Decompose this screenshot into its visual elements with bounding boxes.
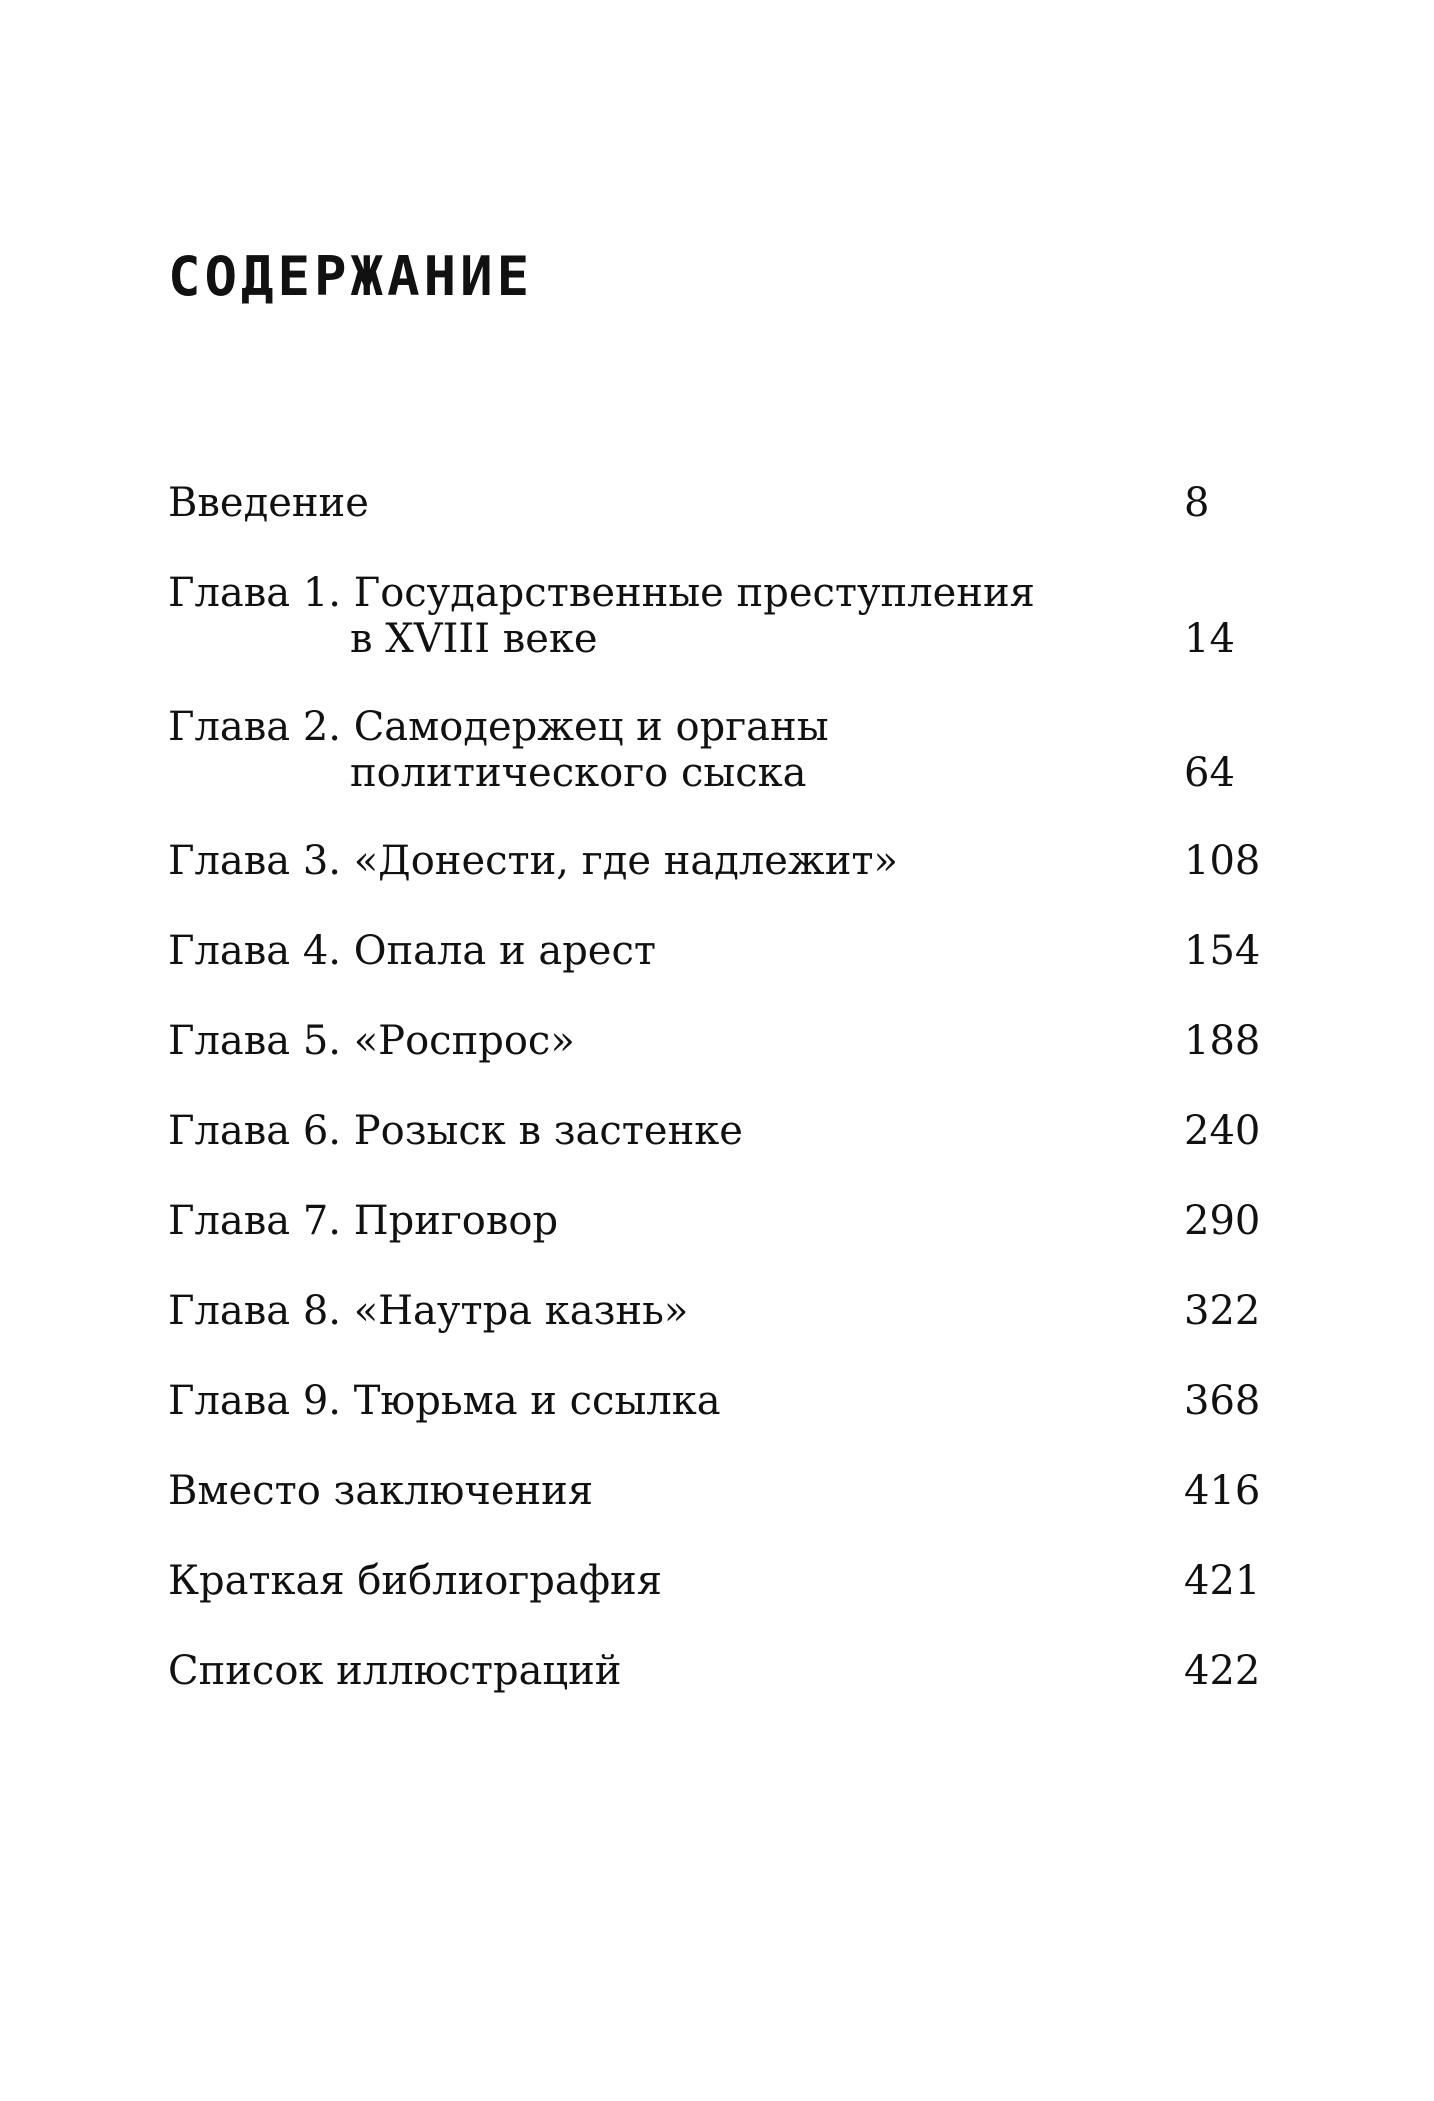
toc-entry-line: Список иллюстраций [168,1648,622,1694]
toc-entry-title [168,480,1168,526]
toc-entry [168,1108,1268,1154]
toc-entry-line: Глава 1. Государственные преступления [168,570,1035,616]
table-of-contents [168,480,1268,1738]
toc-page-number: 368 [1184,1378,1261,1424]
toc-page-number: 8 [1184,480,1210,526]
toc-entry-title [168,1378,1168,1424]
toc-entry-title [168,838,1168,884]
toc-entry-line: Вместо заключения [168,1468,594,1514]
toc-entry [168,1378,1268,1424]
toc-page-number: 240 [1184,1108,1261,1154]
toc-entry [168,1018,1268,1064]
toc-entry-line: Глава 2. Самодержец и органы [168,704,829,750]
toc-page-number: 14 [1184,616,1235,662]
toc-page-number: 290 [1184,1198,1261,1244]
toc-entry-title [168,1288,1168,1334]
toc-entry [168,480,1268,526]
toc-entry-line: Глава 6. Розыск в застенке [168,1108,743,1154]
toc-entry-line: Глава 5. «Роспрос» [168,1018,575,1064]
toc-entry-continuation: политического сыска [350,750,807,796]
toc-page-number: 322 [1184,1288,1261,1334]
toc-entry [168,928,1268,974]
toc-entry-title [168,1648,1168,1694]
toc-entry-title [168,1198,1168,1244]
toc-entry-line: Глава 8. «Наутра казнь» [168,1288,689,1334]
toc-entry-title [168,1468,1168,1514]
toc-entry [168,838,1268,884]
toc-entry-line: Глава 3. «Донести, где надлежит» [168,838,898,884]
toc-entry [168,1288,1268,1334]
toc-entry [168,704,1268,796]
toc-entry-title [168,1018,1168,1064]
toc-entry [168,570,1268,662]
toc-entry-line: Краткая библиография [168,1558,662,1604]
toc-page-number: 422 [1184,1648,1261,1694]
toc-entry-title [168,1108,1168,1154]
toc-page-number: 64 [1184,750,1235,796]
toc-entry-title [168,928,1168,974]
toc-entry [168,1648,1268,1694]
toc-page-number: 416 [1184,1468,1261,1514]
toc-page-number: 421 [1184,1558,1261,1604]
toc-entry-title [168,570,1168,662]
toc-page-number: 108 [1184,838,1261,884]
toc-page-number: 188 [1184,1018,1261,1064]
page-title: СОДЕРЖАНИЕ [168,245,534,308]
toc-entry-title [168,1558,1168,1604]
toc-entry-line: Глава 4. Опала и арест [168,928,657,974]
toc-page-number: 154 [1184,928,1261,974]
toc-entry-line: Глава 7. Приговор [168,1198,559,1244]
toc-entry [168,1198,1268,1244]
toc-entry [168,1468,1268,1514]
toc-entry-title [168,704,1168,796]
toc-entry-line: Глава 9. Тюрьма и ссылка [168,1378,721,1424]
toc-entry-continuation: в XVIII веке [350,616,598,662]
toc-entry [168,1558,1268,1604]
toc-entry-line: Введение [168,480,369,526]
